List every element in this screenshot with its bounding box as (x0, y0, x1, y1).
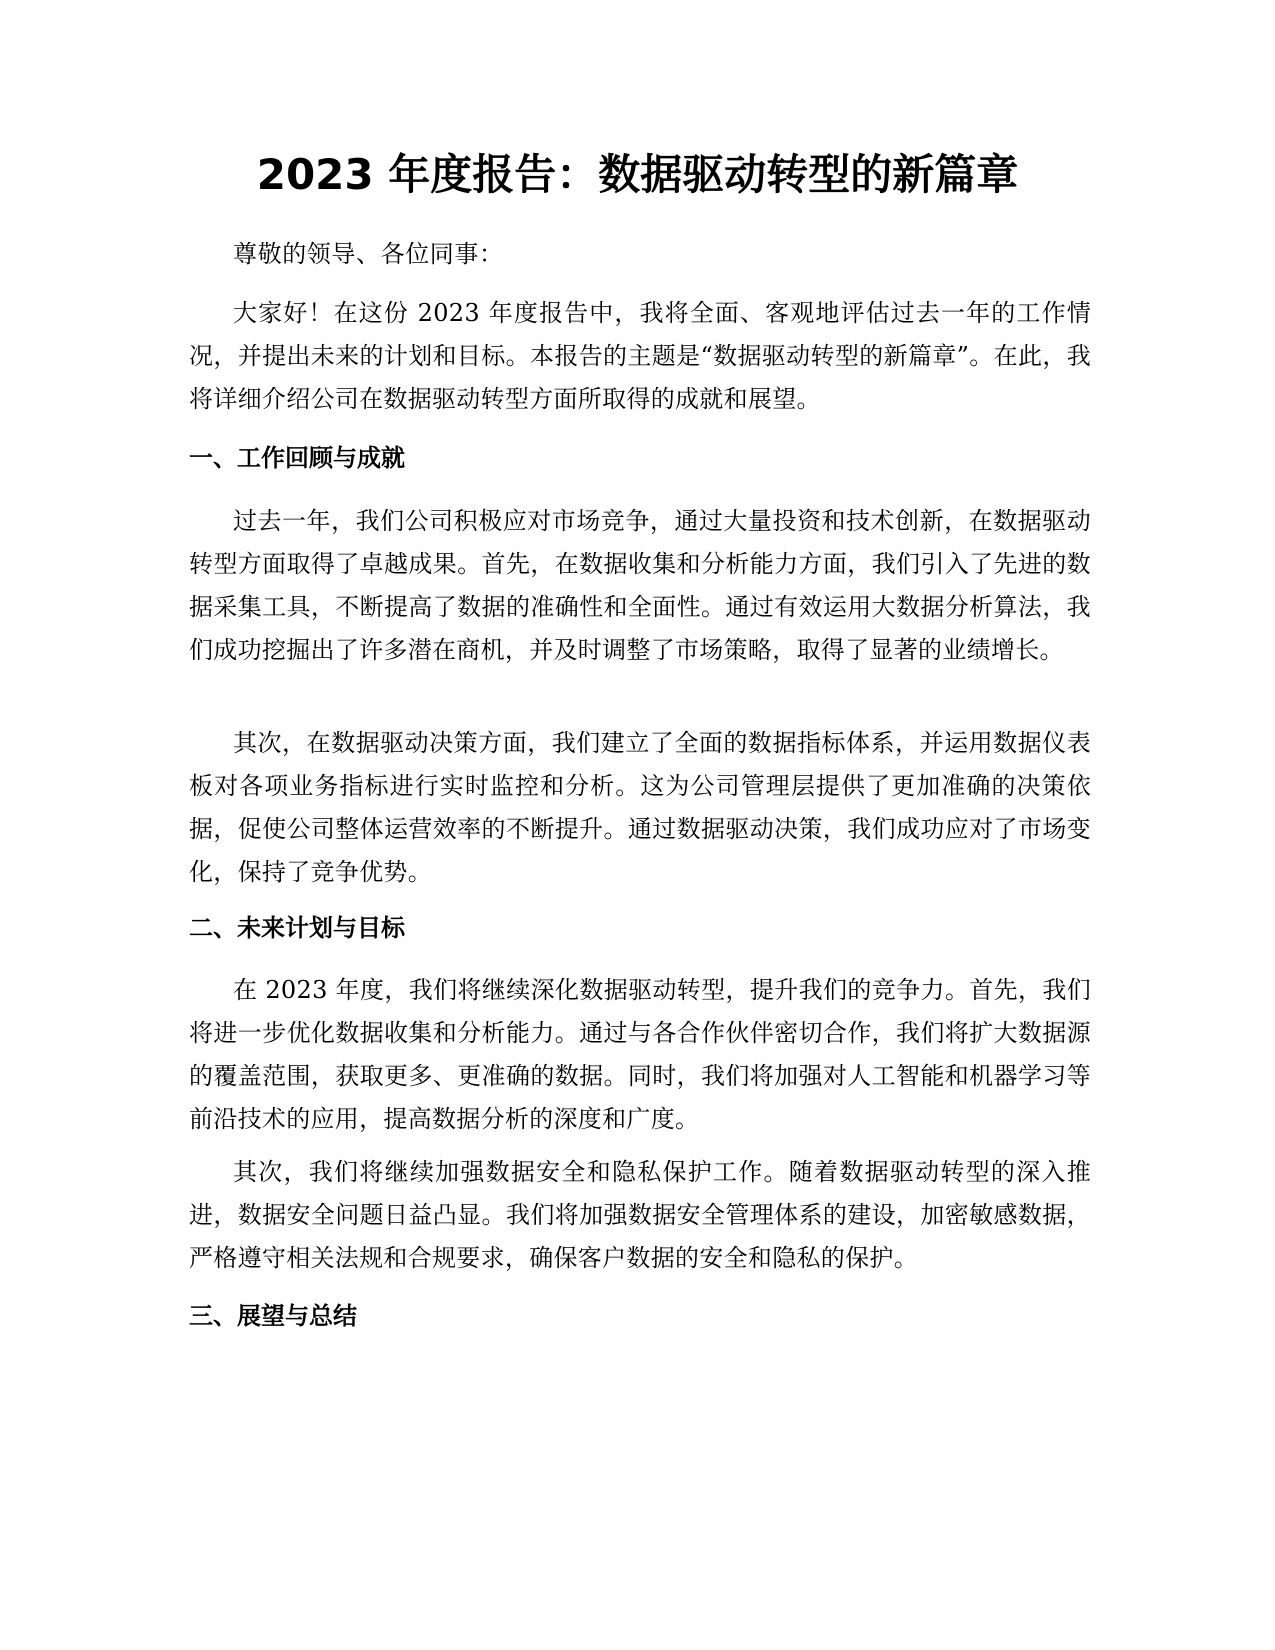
document-title: 2023 年度报告：数据驱动转型的新篇章 (256, 150, 1019, 199)
intro-paragraph: 大家好！在这份 2023 年度报告中，我将全面、客观地评估过去一年的工作情况，并提出未来的计划和目标。本报告的主题是“数据驱动转型的新篇章”。在此，我将详细介绍公司在数据驱动转型方面所取得的成就和展望。 (189, 299, 1091, 413)
review-paragraph-1: 过去一年，我们公司积极应对市场竞争，通过大量投资和技术创新，在数据驱动转型方面取得了卓越成果。首先，在数据收集和分析能力方面，我们引入了先进的数据采集工具，不断提高了数据的准确性和全面性。通过有效运用大数据分析算法，我们成功挖掘出了许多潜在商机，并及时调整了市场策略，取得了显著的业绩增长。 (189, 507, 1091, 664)
section-heading-outlook: 三、展望与总结 (189, 1302, 357, 1330)
section-heading-plan: 二、未来计划与目标 (189, 914, 405, 942)
review-paragraph-2: 其次，在数据驱动决策方面，我们建立了全面的数据指标体系，并运用数据仪表板对各项业务指标进行实时监控和分析。这为公司管理层提供了更加准确的决策依据，促使公司整体运营效率的不断提升。通过数据驱动决策，我们成功应对了市场变化，保持了竞争优势。 (189, 729, 1091, 886)
section-heading-review: 一、工作回顾与成就 (189, 444, 405, 472)
greeting-paragraph: 尊敬的领导、各位同事： (233, 240, 504, 268)
plan-paragraph-1: 在 2023 年度，我们将继续深化数据驱动转型，提升我们的竞争力。首先，我们将进一步优化数据收集和分析能力。通过与各合作伙伴密切合作，我们将扩大数据源的覆盖范围，获取更多、更准确的数据。同时，我们将加强对人工智能和机器学习等前沿技术的应用，提高数据分析的深度和广度。 (189, 976, 1091, 1133)
plan-paragraph-2: 其次，我们将继续加强数据安全和隐私保护工作。随着数据驱动转型的深入推进，数据安全问题日益凸显。我们将加强数据安全管理体系的建设，加密敏感数据，严格遵守相关法规和合规要求，确保客户数据的安全和隐私的保护。 (189, 1158, 1091, 1272)
